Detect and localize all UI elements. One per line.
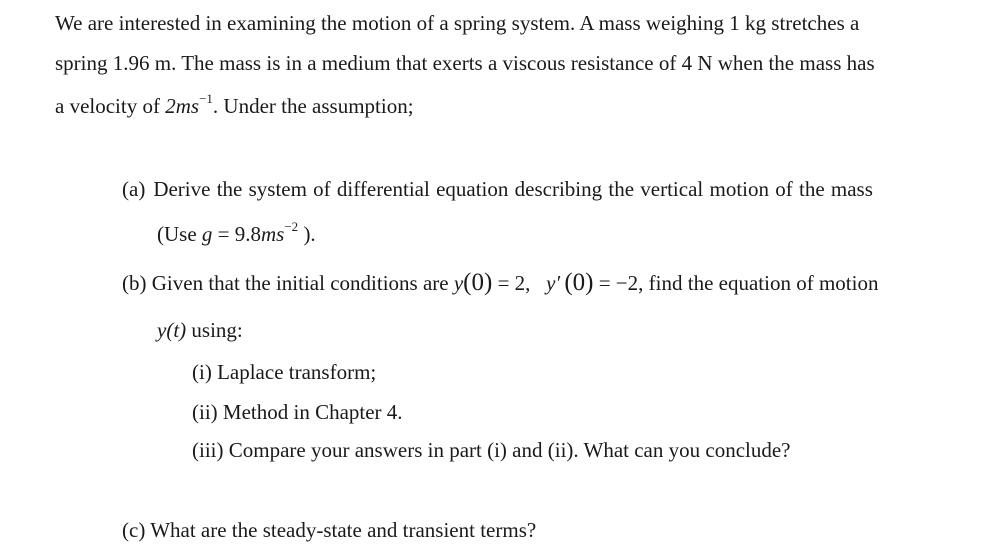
part-b-item-ii [192,402,403,423]
item-iii-label: (iii) [192,438,224,462]
part-c-label: (c) [122,518,146,542]
part-a-label: (a) [122,177,146,201]
item-iii-text: Compare your answers in part (i) and (ii). What can you conclude? [228,438,791,462]
part-a-text: Derive the system of differential equation describing the vertical motion of the mass [153,177,873,201]
part-c-line [122,520,536,541]
item-ii-text: Method in Chapter 4. [222,400,403,424]
intro-line-3-pre: a velocity of [55,94,166,118]
intro-line-1: We are interested in examining the motion of a spring system. A mass weighing 1 kg stretches a [55,11,860,35]
intro-line-3-post: . Under the assumption; [212,94,414,118]
velocity-math: $2ms^{-1}$ [165,91,213,118]
item-i-label: (i) [192,360,212,384]
part-b-item-iii [192,440,791,461]
gravity-math: $g = 9.8ms^{-2}$ [201,219,299,246]
item-i-text: Laplace transform; [217,360,377,384]
part-c-text: What are the steady-state and transient terms? [150,518,537,542]
part-b-item-i [192,362,376,383]
part-a-line-1 [122,179,958,200]
item-ii-label: (ii) [192,400,218,424]
part-a-line-2: (Use $g = 9.8ms^{-2}$ ). [157,219,316,246]
y-of-t-math: y(t) [157,318,187,342]
initial-condition-2: y′ (0) = −2, [546,269,644,296]
part-b-line-2: y(t) using: [157,318,243,342]
intro-line-3 [55,91,414,118]
part-b-label: (b) [122,271,147,295]
part-b-line-1: (b) Given that the initial conditions are y(0) = 2, y′ (0) = −2, find the equation of motion [122,269,879,296]
intro-line-2: spring 1.96 m. The mass is in a medium that exerts a viscous resistance of 4 N when the mass has [55,51,875,75]
initial-condition-1: y(0) = 2, [453,269,531,296]
